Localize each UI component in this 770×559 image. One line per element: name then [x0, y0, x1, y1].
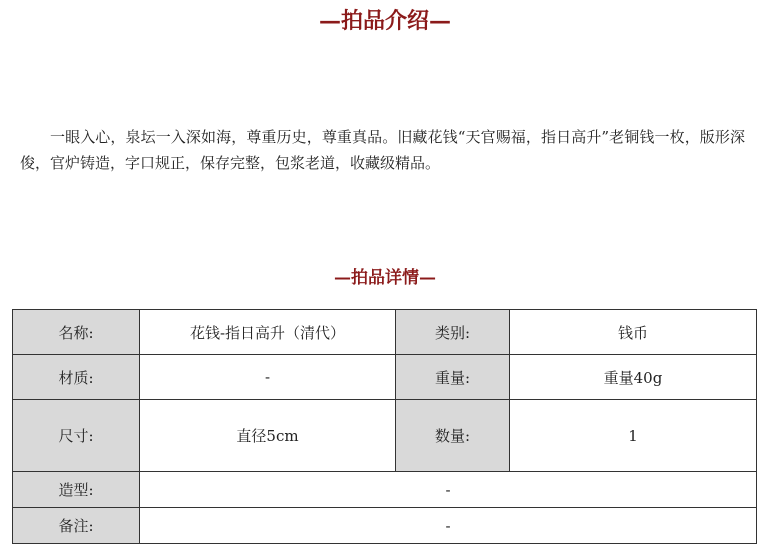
table-row [13, 400, 757, 472]
details-section-title: —拍品详情— [334, 268, 436, 288]
shape-value: - [140, 472, 757, 508]
name-label: 名称: [13, 310, 140, 355]
size-value: 直径5cm [140, 400, 396, 472]
table-row [13, 355, 757, 400]
quantity-value: 1 [510, 400, 757, 472]
details-table [12, 309, 757, 544]
size-label: 尺寸: [13, 400, 140, 472]
weight-value: 重量40g [510, 355, 757, 400]
material-label: 材质: [13, 355, 140, 400]
remarks-label: 备注: [13, 508, 140, 544]
category-label: 类别: [396, 310, 510, 355]
quantity-label: 数量: [396, 400, 510, 472]
table-row [13, 508, 757, 544]
material-value: - [140, 355, 396, 400]
remarks-value: - [140, 508, 757, 544]
name-value: 花钱-指日高升（清代） [140, 310, 396, 355]
intro-paragraph: 一眼入心，泉坛一入深如海，尊重历史，尊重真品。旧藏花钱“天官赐福，指日高升”老铜钱一枚，版形深俊，官炉铸造，字口规正，保存完整，包浆老道，收藏级精品。 [20, 128, 745, 172]
category-value: 钱币 [510, 310, 757, 355]
table-row [13, 310, 757, 355]
weight-label: 重量: [396, 355, 510, 400]
intro-section-title: —拍品介绍— [318, 8, 451, 34]
shape-label: 造型: [13, 472, 140, 508]
table-row [13, 472, 757, 508]
